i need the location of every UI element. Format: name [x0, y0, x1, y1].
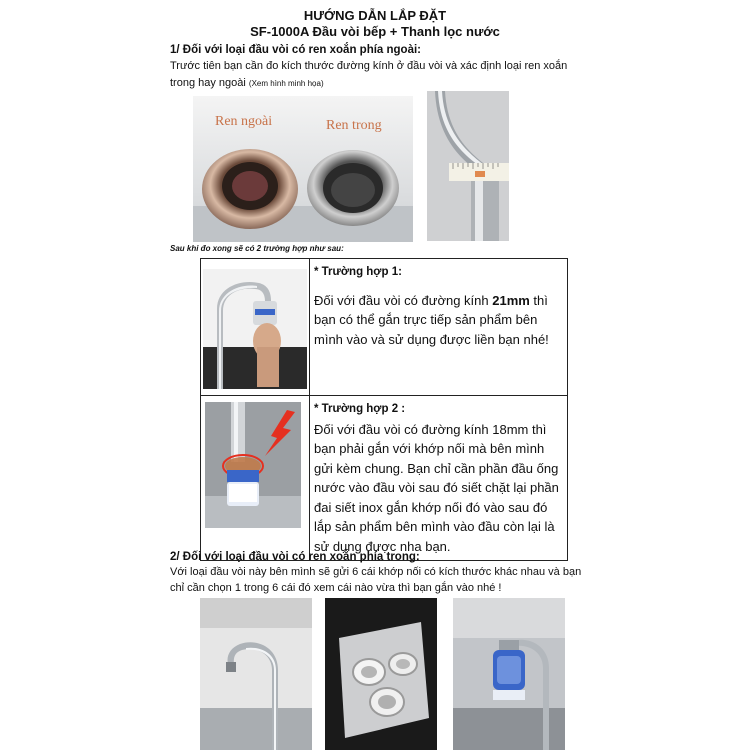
section1-note: (Xem hình minh họa) — [248, 79, 324, 88]
case2-text-cell — [310, 396, 568, 561]
thread-types-photo — [193, 96, 413, 242]
adapters-bag-illustration — [325, 598, 437, 750]
case1-highlight: 21mm — [492, 292, 530, 308]
title-line-2: SF-1000A Đầu vòi bếp + Thanh lọc nước — [250, 24, 500, 39]
case2-photo-cell — [201, 396, 310, 561]
case-row-2 — [201, 396, 568, 561]
inner-faucet-photo — [200, 598, 312, 750]
after-measure-text: Sau khi đo xong sẽ có 2 trường hợp như sau: — [170, 244, 344, 253]
case1-description — [314, 291, 561, 350]
section2-text-line2: chỉ cần chọn 1 trong 6 cái đó xem cái nào vừa thì bạn gắn vào nhé ! — [170, 582, 502, 594]
case1-text-cell — [310, 259, 568, 396]
section1-text-line2-main: trong hay ngoài — [170, 77, 246, 89]
section1-text-line2 — [170, 75, 324, 92]
title-line-1: HƯỚNG DẪN LẮP ĐẶT — [303, 8, 447, 23]
case1-title: * Trường hợp 1: — [314, 266, 402, 278]
case2-photo — [201, 396, 309, 548]
case2-title: * Trường hợp 2 : — [314, 403, 406, 415]
label-inner-thread: Ren trong — [326, 118, 382, 133]
cases-table — [200, 258, 568, 561]
case1-text-before: Đối với đầu vòi có đường kính — [314, 292, 493, 308]
section1-heading: 1/ Đối với loại đầu vòi có ren xoắn phía ngoài: — [170, 44, 421, 56]
case1-illustration — [201, 259, 309, 395]
case1-text-after: thì bạn có thể gắn trực tiếp sản phẩm bên mình vào và sử dụng được liền bạn nhé! — [314, 292, 549, 347]
section1-text-line1: Trước tiên bạn cần đo kích thước đường kính ở đầu vòi và xác định loại ren xoắn — [170, 60, 568, 72]
faucet-ruler-photo — [427, 91, 509, 241]
case2-illustration — [201, 396, 309, 548]
case-row-1 — [201, 259, 568, 396]
section2-text-line1: Với loại đầu vòi này bên mình sẽ gửi 6 cái khớp nối có kích thước khác nhau và bạn — [170, 566, 582, 578]
inner-faucet-illustration — [200, 598, 312, 750]
section2-heading: 2/ Đối với loại đầu vòi có ren xoắn phía trong: — [170, 551, 420, 563]
adapters-bag-photo — [325, 598, 437, 750]
case1-photo — [201, 259, 309, 395]
faucet-ruler-illustration — [427, 91, 509, 241]
installed-filter-photo — [453, 598, 565, 750]
installed-filter-illustration — [453, 598, 565, 750]
case1-photo-cell — [201, 259, 310, 396]
case2-description: Đối với đầu vòi có đường kính 18mm thì bạn phải gắn với khớp nối mà bên mình gửi kèm chung. Bạn chỉ cần phần đầu ống nước vào đầu vòi sau đó siết chặt lại phần đai siết inox gắn khớp nối đó vào sau đó lắp sản phẩm bên mình vào đầu còn lại là sử dụng được nha bạn. — [314, 421, 559, 554]
label-outer-thread: Ren ngoài — [215, 114, 273, 129]
